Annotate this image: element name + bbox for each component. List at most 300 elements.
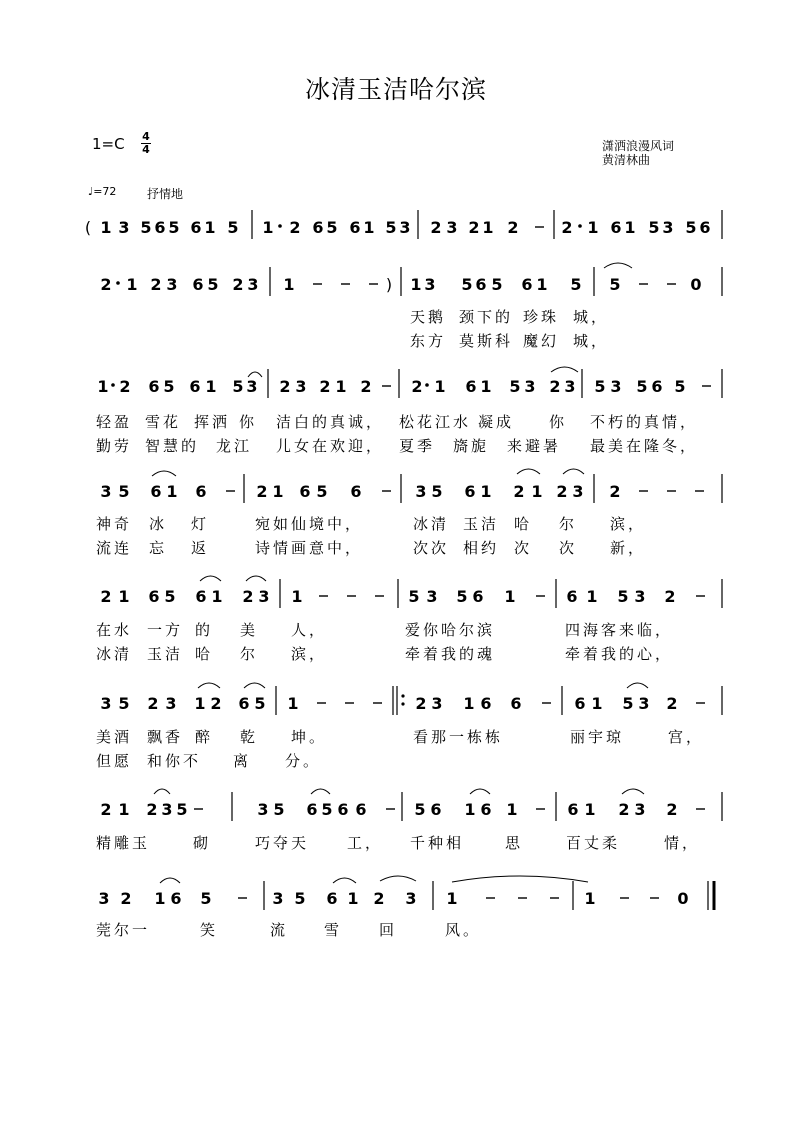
note: 5 <box>685 218 697 237</box>
augmentation-dot <box>278 224 282 228</box>
note: 2 <box>146 800 158 819</box>
note: 6 <box>521 275 533 294</box>
note: 3 <box>257 800 269 819</box>
note: 6 <box>472 587 484 606</box>
lyric: 挥洒 <box>194 413 231 431</box>
note: 6 <box>299 482 311 501</box>
note: 6 <box>192 275 204 294</box>
note: 6 <box>190 218 202 237</box>
note: 1 <box>504 587 516 606</box>
slur <box>246 576 266 581</box>
slur <box>627 683 648 688</box>
expression-mark: 抒情地 <box>147 187 184 201</box>
note: 1 <box>363 218 375 237</box>
lyric: 颈下的 <box>459 308 514 326</box>
note: 6 <box>326 889 338 908</box>
note: 6 <box>475 275 487 294</box>
lyric: 新， <box>610 539 647 557</box>
note: 1 <box>291 587 303 606</box>
note: 2 <box>147 694 159 713</box>
lyric: 思 <box>505 834 524 852</box>
note: 2 <box>549 377 561 396</box>
note: 6 <box>464 482 476 501</box>
key-signature: 1=C <box>92 135 125 153</box>
note: 1 <box>624 218 636 237</box>
note: 5 <box>456 587 468 606</box>
slur <box>380 876 416 881</box>
note: 1 <box>584 800 596 819</box>
note: 3 <box>634 800 646 819</box>
note: 5 <box>227 218 239 237</box>
note: 2 <box>100 587 112 606</box>
lyric: 松花江水 <box>399 413 472 431</box>
note: 6 <box>238 694 250 713</box>
lyric: 工， <box>347 834 384 852</box>
note: 1 <box>166 482 178 501</box>
lyric: 灯 <box>191 515 210 533</box>
slur <box>160 878 180 883</box>
lyric: 神奇 <box>96 515 133 533</box>
lyric: 冰清 <box>413 515 450 533</box>
lyric: 返 <box>191 539 210 557</box>
note: 2 <box>360 377 372 396</box>
lyric: 乾 <box>240 728 259 746</box>
note: 5 <box>326 218 338 237</box>
lyric: 醉 <box>195 728 214 746</box>
score-line <box>100 267 722 296</box>
note: 2 <box>232 275 244 294</box>
lyric-line <box>96 921 481 939</box>
lyric: 牵着我的魂 <box>405 645 496 663</box>
note: 1 <box>410 275 422 294</box>
note: 1 <box>464 800 476 819</box>
note: 3 <box>662 218 674 237</box>
bracket: ) <box>385 275 393 294</box>
note: 5 <box>118 482 130 501</box>
note: 2 <box>119 377 131 396</box>
note: 6 <box>154 218 166 237</box>
lyric: 莞尔一 <box>96 921 151 939</box>
lyric-line <box>96 645 673 663</box>
note: 3 <box>638 694 650 713</box>
lyric-line <box>410 308 609 326</box>
note: 1 <box>204 218 216 237</box>
note: 1 <box>584 889 596 908</box>
lyric: 冰 <box>149 515 168 533</box>
repeat-dot <box>401 694 404 697</box>
note: 5 <box>674 377 686 396</box>
lyric-line <box>96 539 646 557</box>
note: 2 <box>319 377 331 396</box>
note: 1 <box>506 800 518 819</box>
note: 3 <box>272 889 284 908</box>
note: 5 <box>118 694 130 713</box>
note: 2 <box>373 889 385 908</box>
lyric: 凝成 <box>478 413 515 431</box>
note: 5 <box>636 377 648 396</box>
note: 2 <box>507 218 519 237</box>
note: 1 <box>154 889 166 908</box>
note: 5 <box>140 218 152 237</box>
lyric: 分。 <box>285 752 322 770</box>
lyric: 次 <box>559 539 578 557</box>
note: 2 <box>411 377 423 396</box>
note: 6 <box>189 377 201 396</box>
lyric: 坤。 <box>291 728 328 746</box>
note: 2 <box>666 800 678 819</box>
score-line <box>100 579 722 608</box>
note: 5 <box>648 218 660 237</box>
lyric: 美酒 <box>96 728 133 746</box>
note: 5 <box>164 587 176 606</box>
note: 2 <box>664 587 676 606</box>
note: 5 <box>176 800 188 819</box>
lyric: 相约 <box>463 539 500 557</box>
note: 6 <box>306 800 318 819</box>
note: 1 <box>587 218 599 237</box>
song-title: 冰清玉洁哈尔滨 <box>304 75 487 104</box>
note: 2 <box>609 482 621 501</box>
score-line <box>85 210 722 239</box>
note: 2 <box>242 587 254 606</box>
lyric: 回 <box>379 921 398 939</box>
note: 1 <box>211 587 223 606</box>
lyric: 城， <box>573 308 610 326</box>
note: 1 <box>100 218 112 237</box>
augmentation-dot <box>425 383 429 387</box>
lyric: 流 <box>270 921 289 939</box>
note: 6 <box>480 800 492 819</box>
note: 6 <box>355 800 367 819</box>
meter-top: 4 <box>142 130 150 143</box>
note: 5 <box>273 800 285 819</box>
note: 3 <box>524 377 536 396</box>
note: 6 <box>574 694 586 713</box>
score-line <box>97 369 722 398</box>
note: 3 <box>564 377 576 396</box>
lyric: 精雕玉 <box>96 834 151 852</box>
note: 5 <box>509 377 521 396</box>
lyric: 东方 <box>410 332 447 350</box>
note: 2 <box>256 482 268 501</box>
lyric: 你 <box>239 413 258 431</box>
slur <box>154 789 170 794</box>
lyric: 不朽的真情， <box>590 413 699 431</box>
slur <box>152 471 176 476</box>
lyric: 巧夺天 <box>255 834 310 852</box>
lyric-line <box>410 332 609 350</box>
slur <box>604 263 632 268</box>
note: 3 <box>247 275 259 294</box>
lyric-line <box>96 834 700 852</box>
note: 0 <box>690 275 702 294</box>
note: 1 <box>480 377 492 396</box>
note: 1 <box>536 275 548 294</box>
note: 2 <box>289 218 301 237</box>
slur <box>470 789 490 794</box>
note: 3 <box>161 800 173 819</box>
note: 2 <box>556 482 568 501</box>
note: 6 <box>350 482 362 501</box>
lyric: 旖旎 <box>453 437 490 455</box>
lyric: 珍珠 <box>523 308 560 326</box>
bracket: ( <box>84 218 92 237</box>
note: 5 <box>622 694 634 713</box>
repeat-dot <box>401 702 404 705</box>
note: 2 <box>666 694 678 713</box>
note: 5 <box>414 800 426 819</box>
note: 1 <box>118 800 130 819</box>
note: 5 <box>294 889 306 908</box>
lyric: 流连 <box>96 539 133 557</box>
lyric: 哈 <box>514 515 533 533</box>
lyric-line <box>96 515 646 533</box>
lyric-line <box>96 413 698 431</box>
note: 5 <box>609 275 621 294</box>
note: 1 <box>262 218 274 237</box>
note: 6 <box>148 587 160 606</box>
note: 1 <box>335 377 347 396</box>
note: 5 <box>254 694 266 713</box>
note: 3 <box>166 275 178 294</box>
lyric: 你 <box>549 413 568 431</box>
lyric: 诗情画意中， <box>255 539 364 557</box>
lyric: 儿女在欢迎， <box>276 437 385 455</box>
tempo-mark: ♩=72 <box>88 185 117 198</box>
note: 2 <box>468 218 480 237</box>
slur <box>311 789 330 794</box>
lyric: 人， <box>291 621 328 639</box>
lyric: 轻盈 <box>96 413 133 431</box>
lyric: 魔幻 <box>523 332 560 350</box>
note: 6 <box>349 218 361 237</box>
note: 6 <box>170 889 182 908</box>
lyric: 千种相 <box>410 834 465 852</box>
note: 3 <box>118 218 130 237</box>
note: 6 <box>567 800 579 819</box>
lyric: 冰清 <box>96 645 133 663</box>
lyric: 龙江 <box>216 437 253 455</box>
lyric: 一方 <box>147 621 184 639</box>
lyric: 离 <box>233 752 252 770</box>
note: 5 <box>491 275 503 294</box>
lyric: 的 <box>195 621 214 639</box>
lyric-line <box>96 728 704 746</box>
lyric: 美 <box>240 621 259 639</box>
note: 1 <box>118 587 130 606</box>
lyric: 和你不 <box>147 752 202 770</box>
note: 3 <box>295 377 307 396</box>
note: 1 <box>531 482 543 501</box>
lyric: 天鹅 <box>410 308 447 326</box>
note: 5 <box>163 377 175 396</box>
lyric: 笑 <box>200 921 219 939</box>
lyric: 百丈柔 <box>566 834 621 852</box>
lyric-line <box>96 437 698 455</box>
note: 1 <box>194 694 206 713</box>
note: 3 <box>100 694 112 713</box>
note: 6 <box>480 694 492 713</box>
note: 3 <box>258 587 270 606</box>
note: 5 <box>200 889 212 908</box>
note: 3 <box>610 377 622 396</box>
note: 5 <box>232 377 244 396</box>
lyric: 丽宇琼 <box>570 728 625 746</box>
note: 1 <box>463 694 475 713</box>
note: 2 <box>561 218 573 237</box>
lyric: 来避暑 <box>507 437 562 455</box>
note: 2 <box>513 482 525 501</box>
augmentation-dot <box>111 383 115 387</box>
lyricist: 潇洒浪漫风词 <box>602 139 675 153</box>
slur <box>333 878 356 883</box>
note: 3 <box>100 482 112 501</box>
lyric: 爱你哈尔滨 <box>405 621 496 639</box>
note: 3 <box>399 218 411 237</box>
note: 1 <box>272 482 284 501</box>
lyric: 宫， <box>668 728 705 746</box>
slur <box>551 367 578 372</box>
lyric: 飘香 <box>147 728 184 746</box>
note: 6 <box>337 800 349 819</box>
slur <box>517 469 540 474</box>
lyric: 哈 <box>195 645 214 663</box>
score-line <box>98 881 714 910</box>
note: 6 <box>312 218 324 237</box>
note: 1 <box>591 694 603 713</box>
note: 1 <box>480 482 492 501</box>
note: 1 <box>97 377 109 396</box>
note: 1 <box>287 694 299 713</box>
note: 3 <box>424 275 436 294</box>
lyric: 智慧的 <box>145 437 200 455</box>
note: 1 <box>283 275 295 294</box>
lyric: 城， <box>573 332 610 350</box>
note: 1 <box>586 587 598 606</box>
note: 6 <box>465 377 477 396</box>
lyric: 最美在隆冬， <box>590 437 699 455</box>
note: 1 <box>434 377 446 396</box>
note: 3 <box>572 482 584 501</box>
lyric: 洁白的真诚， <box>276 413 385 431</box>
note: 2 <box>415 694 427 713</box>
note: 5 <box>385 218 397 237</box>
note: 1 <box>347 889 359 908</box>
note: 6 <box>430 800 442 819</box>
note: 5 <box>408 587 420 606</box>
note: 2 <box>279 377 291 396</box>
lyric-line <box>96 752 321 770</box>
note: 5 <box>316 482 328 501</box>
note: 3 <box>446 218 458 237</box>
note: 3 <box>426 587 438 606</box>
lyric-line <box>96 621 673 639</box>
note: 3 <box>431 694 443 713</box>
lyric: 情， <box>664 834 701 852</box>
score-line <box>100 686 722 715</box>
note: 6 <box>195 587 207 606</box>
lyric: 滨， <box>610 515 647 533</box>
lyric: 次次 <box>413 539 450 557</box>
note: 6 <box>566 587 578 606</box>
lyric: 夏季 <box>399 437 436 455</box>
slur <box>198 683 220 688</box>
note: 5 <box>207 275 219 294</box>
note: 3 <box>634 587 646 606</box>
lyric: 次 <box>514 539 533 557</box>
slur <box>200 576 221 581</box>
note: 6 <box>699 218 711 237</box>
note: 3 <box>165 694 177 713</box>
lyric: 玉洁 <box>147 645 184 663</box>
lyric: 雪花 <box>145 413 182 431</box>
note: 6 <box>148 377 160 396</box>
note: 6 <box>651 377 663 396</box>
notation-decorations <box>152 263 648 883</box>
note: 6 <box>610 218 622 237</box>
augmentation-dot <box>578 224 582 228</box>
note: 1 <box>446 889 458 908</box>
note: 2 <box>120 889 132 908</box>
note: 2 <box>430 218 442 237</box>
lyric: 莫斯科 <box>459 332 514 350</box>
note: 2 <box>100 800 112 819</box>
slur <box>563 469 584 474</box>
note: 5 <box>617 587 629 606</box>
note: 6 <box>510 694 522 713</box>
note: 5 <box>168 218 180 237</box>
note: 6 <box>150 482 162 501</box>
lyric: 尔 <box>559 515 578 533</box>
lyric: 在水 <box>96 621 133 639</box>
lyric: 勤劳 <box>96 437 133 455</box>
lyric: 雪 <box>324 921 343 939</box>
lyric: 宛如仙境中， <box>255 515 364 533</box>
augmentation-dot <box>116 281 120 285</box>
slur <box>244 683 265 688</box>
lyric: 但愿 <box>96 752 133 770</box>
note: 2 <box>150 275 162 294</box>
note: 5 <box>594 377 606 396</box>
lyric: 看那一栋栋 <box>413 728 504 746</box>
lyric: 牵着我的心， <box>565 645 674 663</box>
note: 5 <box>461 275 473 294</box>
note: 3 <box>246 377 258 396</box>
note: 5 <box>570 275 582 294</box>
lyric: 风。 <box>445 921 482 939</box>
note: 2 <box>210 694 222 713</box>
note: 0 <box>677 889 689 908</box>
note: 5 <box>431 482 443 501</box>
meter-bottom: 4 <box>142 143 150 156</box>
note: 5 <box>321 800 333 819</box>
note: 2 <box>618 800 630 819</box>
note: 3 <box>98 889 110 908</box>
note: 6 <box>195 482 207 501</box>
note: 1 <box>482 218 494 237</box>
lyric: 玉洁 <box>463 515 500 533</box>
note: 1 <box>205 377 217 396</box>
lyric: 四海客来临， <box>565 621 674 639</box>
slur <box>622 789 644 794</box>
lyric: 尔 <box>240 645 259 663</box>
note: 3 <box>405 889 417 908</box>
lyric: 忘 <box>149 539 168 557</box>
note: 2 <box>100 275 112 294</box>
lyric: 砌 <box>193 834 212 852</box>
score-line <box>100 792 722 821</box>
composer: 黄清林曲 <box>602 153 651 167</box>
